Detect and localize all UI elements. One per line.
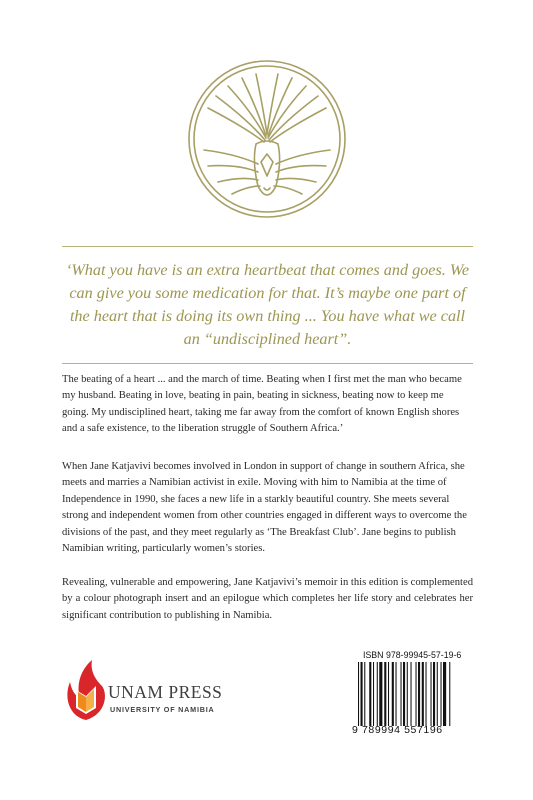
divider-top: [62, 246, 473, 247]
pull-quote: ‘What you have is an extra heartbeat that comes and goes. We can give you some medication for that. It’s maybe one part of the heart that is doing its own thing ... You have what we call an “undisciplined heart”.: [65, 261, 470, 348]
blurb-paragraph-2: When Jane Katjavivi becomes involved in London in support of change in southern Africa, she meets and marries a Namibian activist in exile. Moving with him to Namibia at the time of Independence in 1990, she faces a new life in a starkly beautiful country. She meets several strong and independent women from other countries engaged in different ways to overcome the divisions of the past, and they meet regularly as ‘The Breakfast Club’. Jane begins to publish Namibian writing, particularly women’s stories.: [62, 461, 467, 555]
book-flame-logo-icon: [62, 656, 110, 722]
divider-bottom: [62, 363, 473, 364]
circular-emblem-icon: [186, 58, 348, 220]
publisher-logo: [62, 652, 223, 722]
blurb-paragraph-3: Revealing, vulnerable and empowering, Jane Katjavivi’s memoir in this edition is complemented by a colour photograph insert and an epilogue which completes her life story and celebrates her significant contribution to publishing in Namibia.: [62, 577, 473, 621]
blurb-paragraph-1: The beating of a heart ... and the march of time. Beating when I first met the man who became my husband. Beating in love, beating in pain, beating in sickness, beating now to keep me going. My undisciplined heart, taking me far away from the comfort of known English shores and a safe existence, to the liberation struggle of Southern Africa.’: [62, 374, 462, 435]
publisher-name: UNAM PRESS: [108, 682, 223, 702]
barcode-icon: [358, 662, 476, 726]
barcode-digits: 9 789994 557196: [352, 724, 443, 736]
publisher-subtitle: UNIVERSITY OF NAMIBIA: [110, 705, 215, 714]
isbn-label: ISBN 978-99945-57-19-6: [363, 650, 462, 660]
barcode-area: [330, 646, 482, 742]
